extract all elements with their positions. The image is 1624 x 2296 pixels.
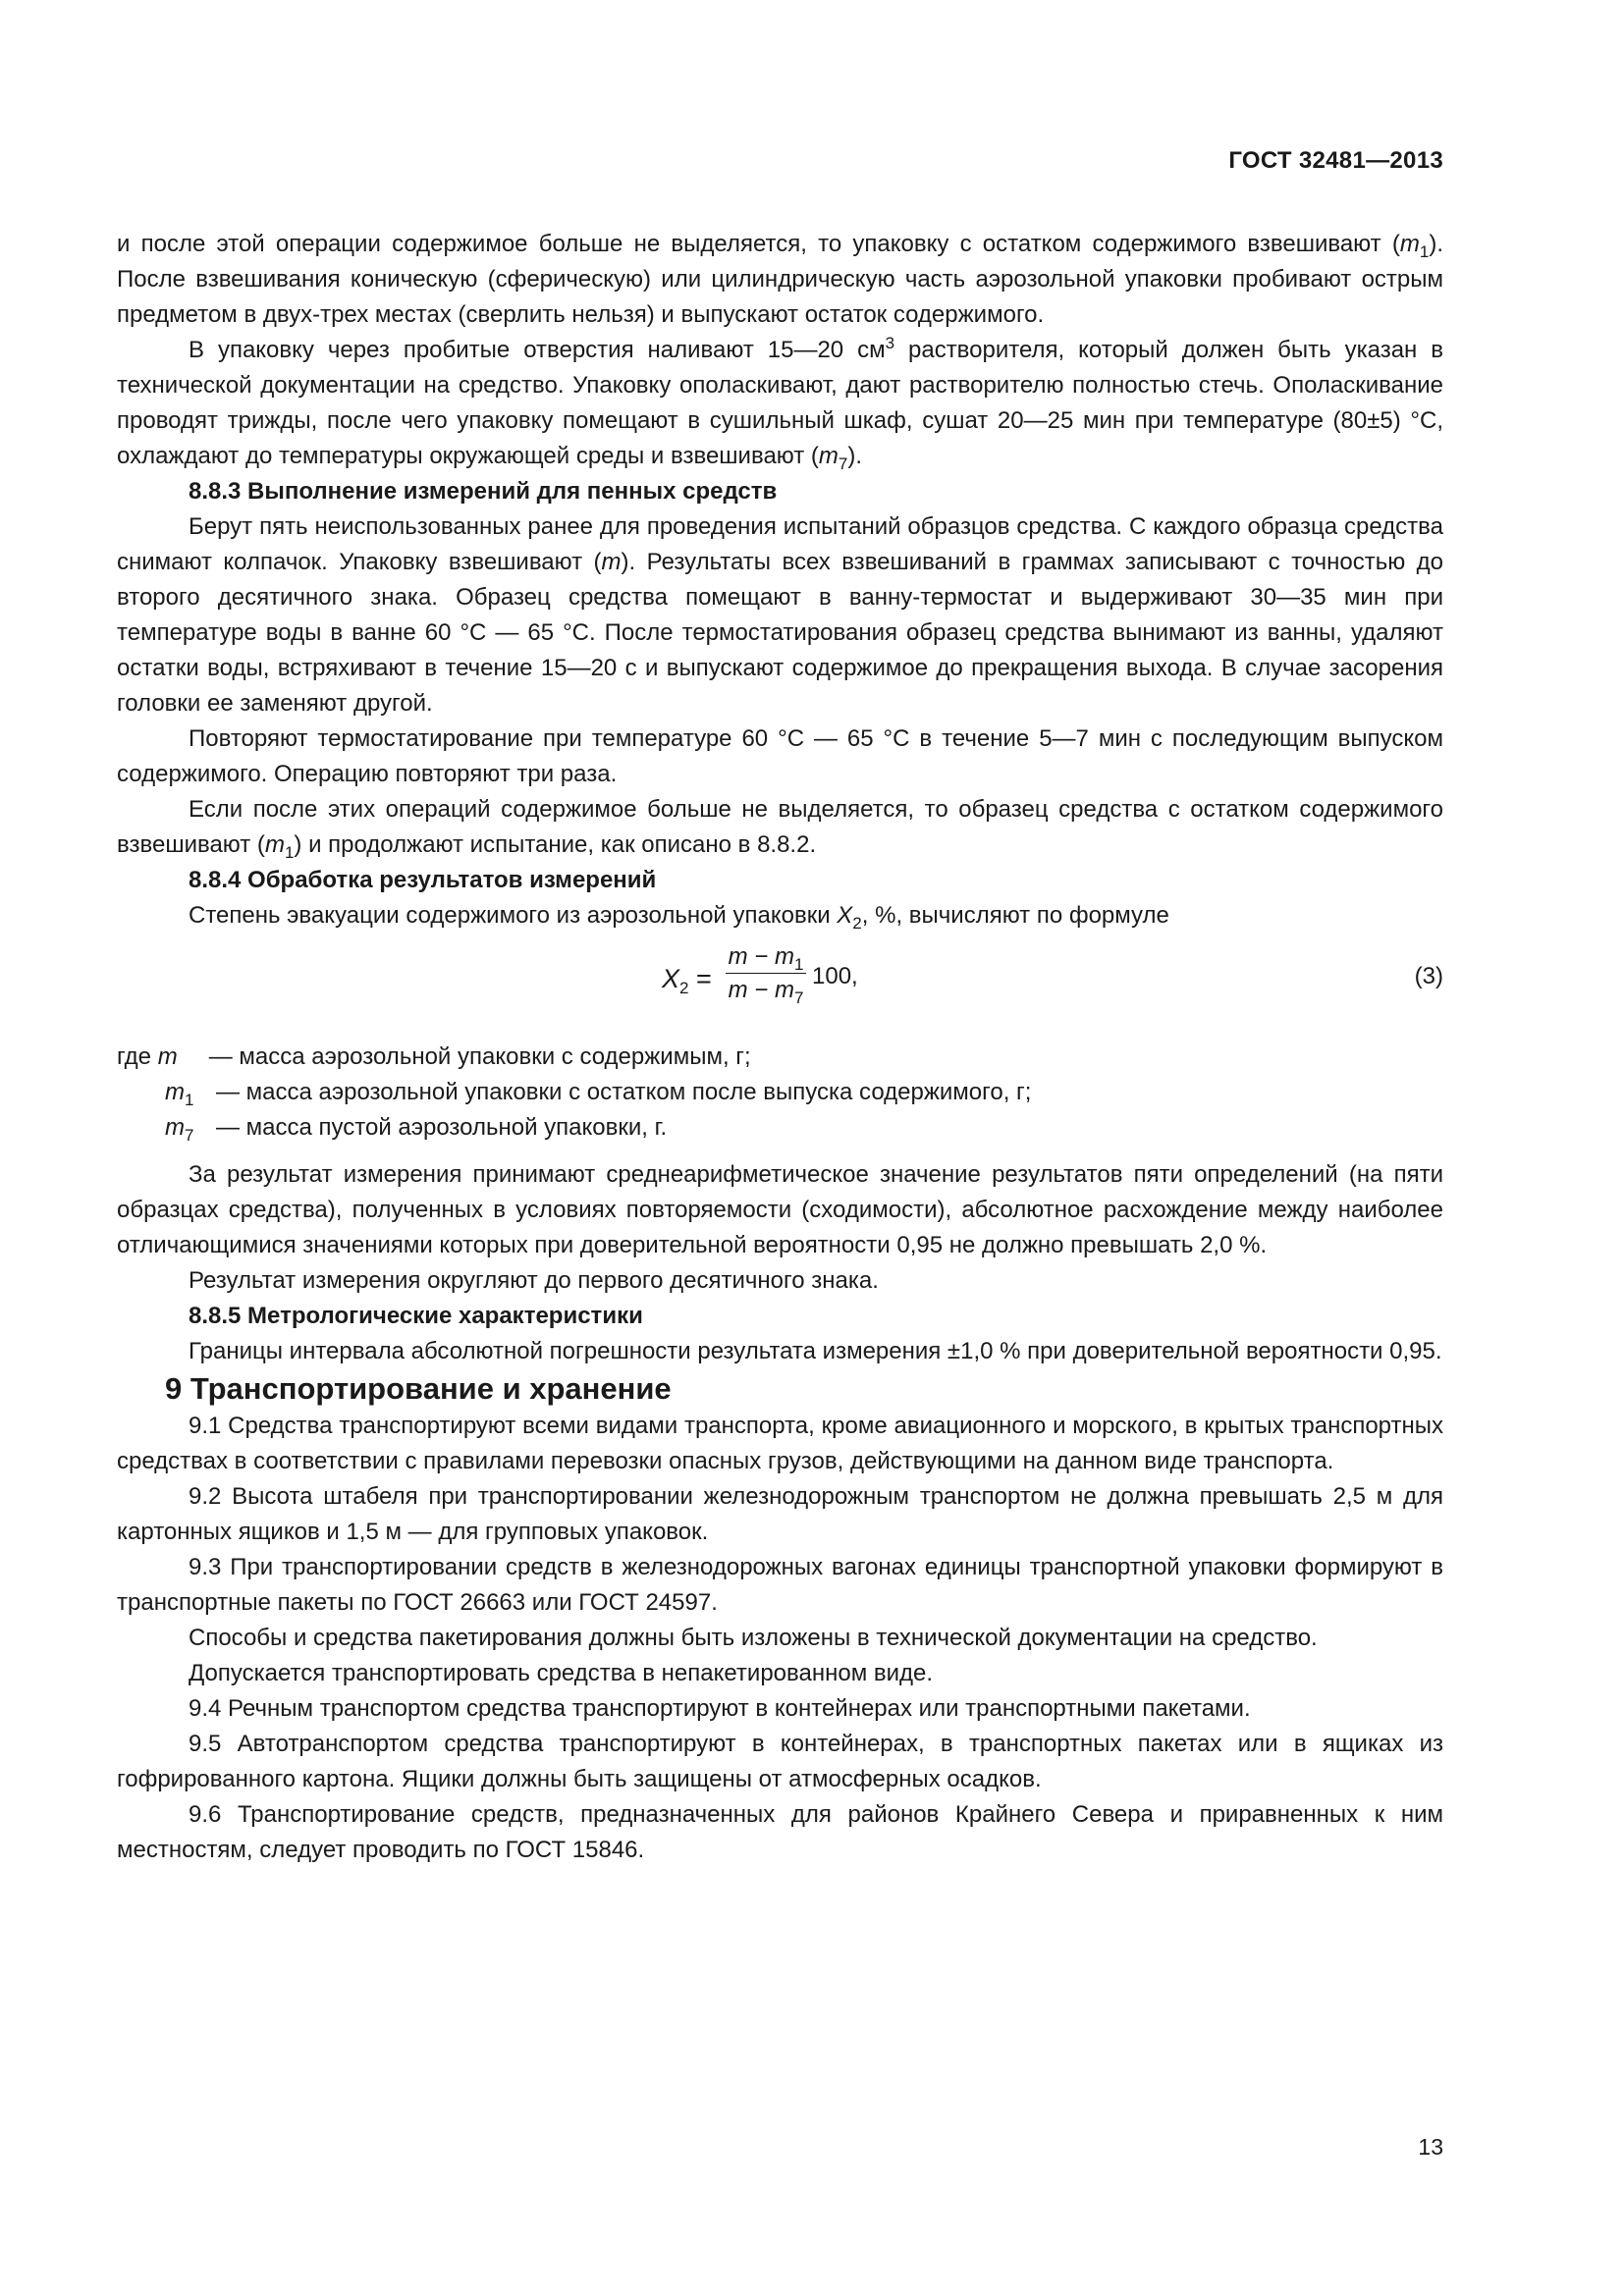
paragraph: Берут пять неиспользованных ранее для проведения испытаний образцов средства. С каждого образца средства снимают колпачок. Упаковку взвешивают (m). Результаты всех взвешиваний в граммах записывают с точностью до второго десятичного знака. Образец средства помещают в ванну-термостат и выдерживают 30—35 мин при температуре воды в ванне 60 °С — 65 °С. После термостатирования образец средства вынимают из ванны, удаляют остатки воды, встряхивают в течение 15—20 с и выпускают содержимое до прекращения выхода. В случае засорения головки ее заменяют другой.: [117, 513, 1444, 717]
paragraph: В упаковку через пробитые отверстия наливают 15—20 $см^3$ растворителя, который должен быть указан в технической документации на средство. Упаковку ополаскивают, дают растворителю полностью стечь. Ополаскивание проводят трижды, после чего упаковку помещают в сушильный шкаф, сушат 20—25 мин при температуре (80±5) °С, охлаждают до температуры окружающей среды и взвешивают $(m_7)$.: [117, 334, 1443, 473]
formula-denominator: $m - m_7$: [728, 977, 804, 1007]
paragraph: Границы интервала абсолютной погрешности результата измерения ±1,0 % при доверительной вероятности 0,95.: [189, 1338, 1442, 1364]
section-heading-8-8-4: 8.8.4 Обработка результатов измерений: [189, 867, 657, 893]
where-row: $m_7$ — масса пустой аэрозольной упаковки, г.: [165, 1114, 668, 1145]
section-heading-9: 9 Транспортирование и хранение: [165, 1371, 672, 1406]
paragraph: Способы и средства пакетирования должны быть изложены в технической документации на средство.: [189, 1625, 1318, 1651]
paragraph: Результат измерения округляют до первого десятичного знака.: [189, 1267, 879, 1294]
formula-number: (3): [1414, 963, 1443, 989]
where-row: $m_1$ — масса аэрозольной упаковки с остатком после выпуска содержимого, г;: [165, 1079, 1032, 1109]
formula-fraction: [726, 941, 806, 1007]
page-number: 13: [1418, 2134, 1443, 2160]
paragraph: 9.2 Высота штабеля при транспортировании железнодорожным транспортом не должна превышать 2,5 м для картонных ящиков и 1,5 м — для групповых упаковок.: [117, 1483, 1443, 1545]
paragraph: За результат измерения принимают среднеарифметическое значение результатов пяти определений (на пяти образцах средства), полученных в условиях повторяемости (сходимости), абсолютное расхождение между наиболее отличающимися значениями которых при доверительной вероятности 0,95 не должно превышать 2,0 %.: [117, 1161, 1443, 1258]
formula-numerator: $m - m_1$: [726, 941, 806, 974]
paragraph: Повторяют термостатирование при температуре 60 °С — 65 °С в течение 5—7 мин с последующим выпуском содержимого. Операцию повторяют три раза.: [117, 725, 1443, 787]
paragraph: 9.6 Транспортирование средств, предназначенных для районов Крайнего Севера и приравненных к ним местностям, следует проводить по ГОСТ 15846.: [117, 1801, 1443, 1863]
page-content: [117, 227, 1443, 1868]
formula-multiplier: 100,: [812, 963, 858, 989]
paragraph: 9.3 При транспортировании средств в железнодорожных вагонах единицы транспортной упаковки формируют в транспортные пакеты по ГОСТ 26663 или ГОСТ 24597.: [117, 1554, 1443, 1616]
section-heading-8-8-3: 8.8.3 Выполнение измерений для пенных средств: [189, 478, 778, 505]
where-row: где m — масса аэрозольной упаковки с содержимым, г;: [117, 1043, 751, 1070]
section-heading-8-8-5: 8.8.5 Метрологические характеристики: [189, 1303, 643, 1329]
document-code-header: ГОСТ 32481—2013: [1228, 147, 1443, 174]
paragraph: Если после этих операций содержимое больше не выделяется, то образец средства с остатком содержимого взвешивают $(m_1)$ и продолжают испытание, как описано в 8.8.2.: [117, 796, 1443, 862]
paragraph: 9.1 Средства транспортируют всеми видами транспорта, кроме авиационного и морского, в крытых транспортных средствах в соответствии с правилами перевозки опасных грузов, действующими на данном виде транспорта.: [117, 1413, 1443, 1474]
paragraph: Допускается транспортировать средства в непакетированном виде.: [189, 1660, 934, 1686]
formula-3: [117, 939, 1443, 1026]
paragraph: Степень эвакуации содержимого из аэрозольной упаковки $X_2$, %, вычисляют по формуле: [189, 902, 1169, 933]
paragraph: 9.5 Автотранспортом средства транспортируют в контейнерах, в транспортных пакетах или в ящиках из гофрированного картона. Ящики должны быть защищены от атмосферных осадков.: [117, 1731, 1443, 1792]
paragraph: 9.4 Речным транспортом средства транспортируют в контейнерах или транспортными пакетами.: [189, 1695, 1251, 1722]
paragraph: и после этой операции содержимое больше не выделяется, то упаковку с остатком содержимого взвешивают $(m_1)$. После взвешивания коническую (сферическую) или цилиндрическую часть аэрозольной упаковки пробивают острым предметом в двух-трех местах (сверлить нельзя) и выпускают остаток содержимого.: [117, 231, 1443, 328]
formula-lhs: $X_2$ =: [662, 964, 712, 997]
